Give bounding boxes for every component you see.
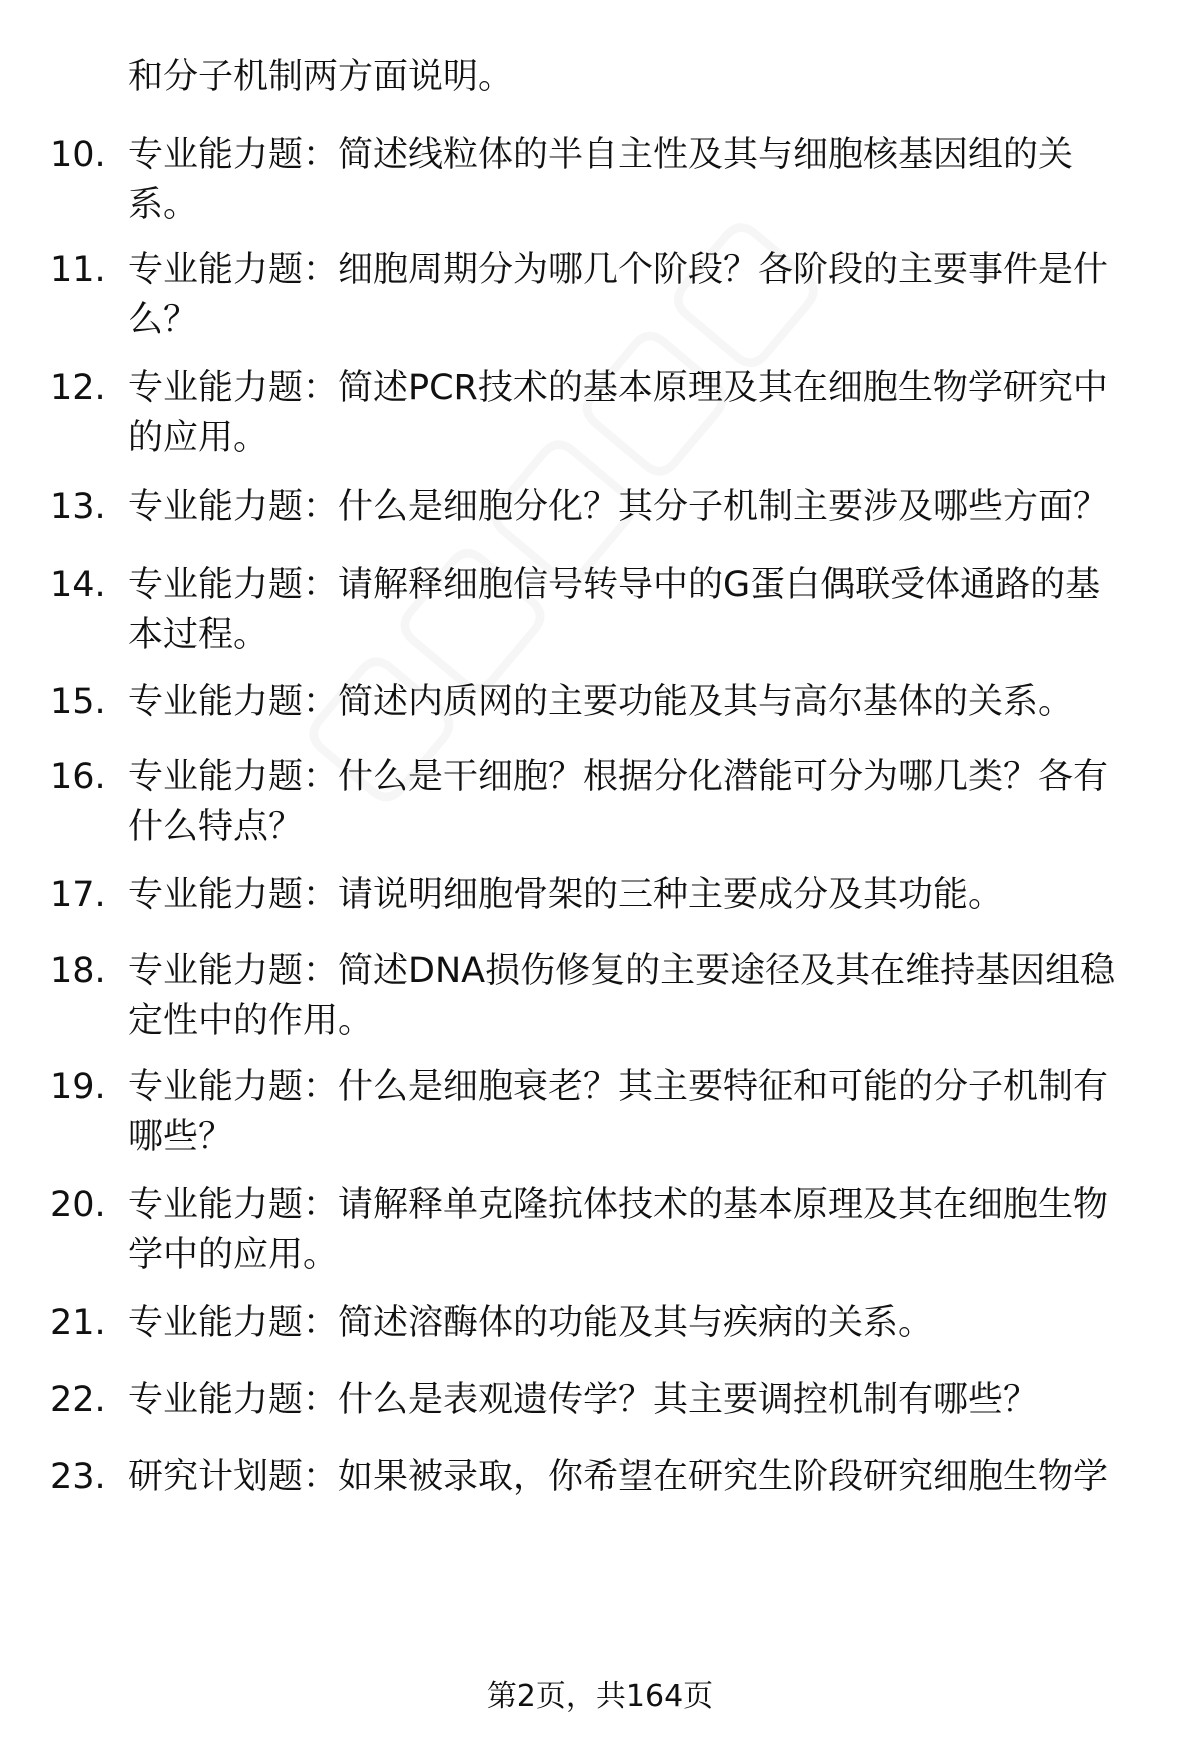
question-text-line: 本过程。 bbox=[128, 615, 269, 655]
question-number: 12. bbox=[50, 368, 106, 408]
question-number: 13. bbox=[50, 487, 106, 527]
question-number: 20. bbox=[50, 1185, 106, 1225]
question-item bbox=[50, 1298, 1160, 1348]
question-item bbox=[50, 560, 1160, 660]
question-item bbox=[50, 1375, 1160, 1425]
question-text-line: 专业能力题：请解释细胞信号转导中的G蛋白偶联受体通路的基 bbox=[128, 565, 1101, 605]
question-text-line: 学中的应用。 bbox=[128, 1235, 339, 1275]
question-text-line: 专业能力题：什么是表观遗传学？其主要调控机制有哪些？ bbox=[128, 1380, 1039, 1420]
question-text-line: 定性中的作用。 bbox=[128, 1001, 374, 1041]
question-item bbox=[50, 1062, 1160, 1162]
question-number: 19. bbox=[50, 1067, 106, 1107]
question-text-line: 研究计划题：如果被录取，你希望在研究生阶段研究细胞生物学 bbox=[128, 1457, 1109, 1497]
question-number: 21. bbox=[50, 1303, 106, 1343]
question-text-line: 系。 bbox=[128, 185, 199, 225]
question-text-line: 哪些？ bbox=[128, 1117, 234, 1157]
question-item bbox=[50, 752, 1160, 852]
question-text-line: 的应用。 bbox=[128, 418, 269, 458]
continuation-line: 和分子机制两方面说明。 bbox=[128, 57, 514, 97]
question-text-line: 专业能力题：什么是干细胞？根据分化潜能可分为哪几类？各有 bbox=[128, 757, 1109, 797]
question-number: 23. bbox=[50, 1457, 106, 1497]
question-item bbox=[50, 245, 1160, 345]
question-item bbox=[50, 870, 1160, 920]
question-text-line: 专业能力题：简述DNA损伤修复的主要途径及其在维持基因组稳 bbox=[128, 951, 1116, 991]
question-text-line: 专业能力题：请说明细胞骨架的三种主要成分及其功能。 bbox=[128, 875, 1004, 915]
question-number: 16. bbox=[50, 757, 106, 797]
question-item bbox=[50, 946, 1160, 1046]
question-text-line: 么？ bbox=[128, 300, 199, 340]
question-text-line: 专业能力题：简述溶酶体的功能及其与疾病的关系。 bbox=[128, 1303, 934, 1343]
question-item bbox=[50, 482, 1160, 532]
question-item bbox=[50, 677, 1160, 727]
question-text-line: 专业能力题：请解释单克隆抗体技术的基本原理及其在细胞生物 bbox=[128, 1185, 1109, 1225]
question-item bbox=[50, 1452, 1160, 1502]
question-number: 18. bbox=[50, 951, 106, 991]
question-item bbox=[50, 1180, 1160, 1280]
question-number: 15. bbox=[50, 682, 106, 722]
question-text-line: 专业能力题：简述内质网的主要功能及其与高尔基体的关系。 bbox=[128, 682, 1074, 722]
question-text-line: 什么特点？ bbox=[128, 807, 304, 847]
question-text-line: 专业能力题：简述PCR技术的基本原理及其在细胞生物学研究中 bbox=[128, 368, 1108, 408]
question-number: 10. bbox=[50, 135, 106, 175]
question-item bbox=[50, 130, 1160, 230]
question-text-line: 专业能力题：细胞周期分为哪几个阶段？各阶段的主要事件是什 bbox=[128, 250, 1109, 290]
question-text-line: 专业能力题：简述线粒体的半自主性及其与细胞核基因组的关 bbox=[128, 135, 1074, 175]
question-text-line: 专业能力题：什么是细胞衰老？其主要特征和可能的分子机制有 bbox=[128, 1067, 1109, 1107]
question-text-line: 专业能力题：什么是细胞分化？其分子机制主要涉及哪些方面？ bbox=[128, 487, 1109, 527]
question-number: 17. bbox=[50, 875, 106, 915]
question-number: 22. bbox=[50, 1380, 106, 1420]
question-number: 14. bbox=[50, 565, 106, 605]
question-item bbox=[50, 363, 1160, 463]
page-footer: 第2页，共164页 bbox=[486, 1679, 714, 1714]
question-number: 11. bbox=[50, 250, 106, 290]
